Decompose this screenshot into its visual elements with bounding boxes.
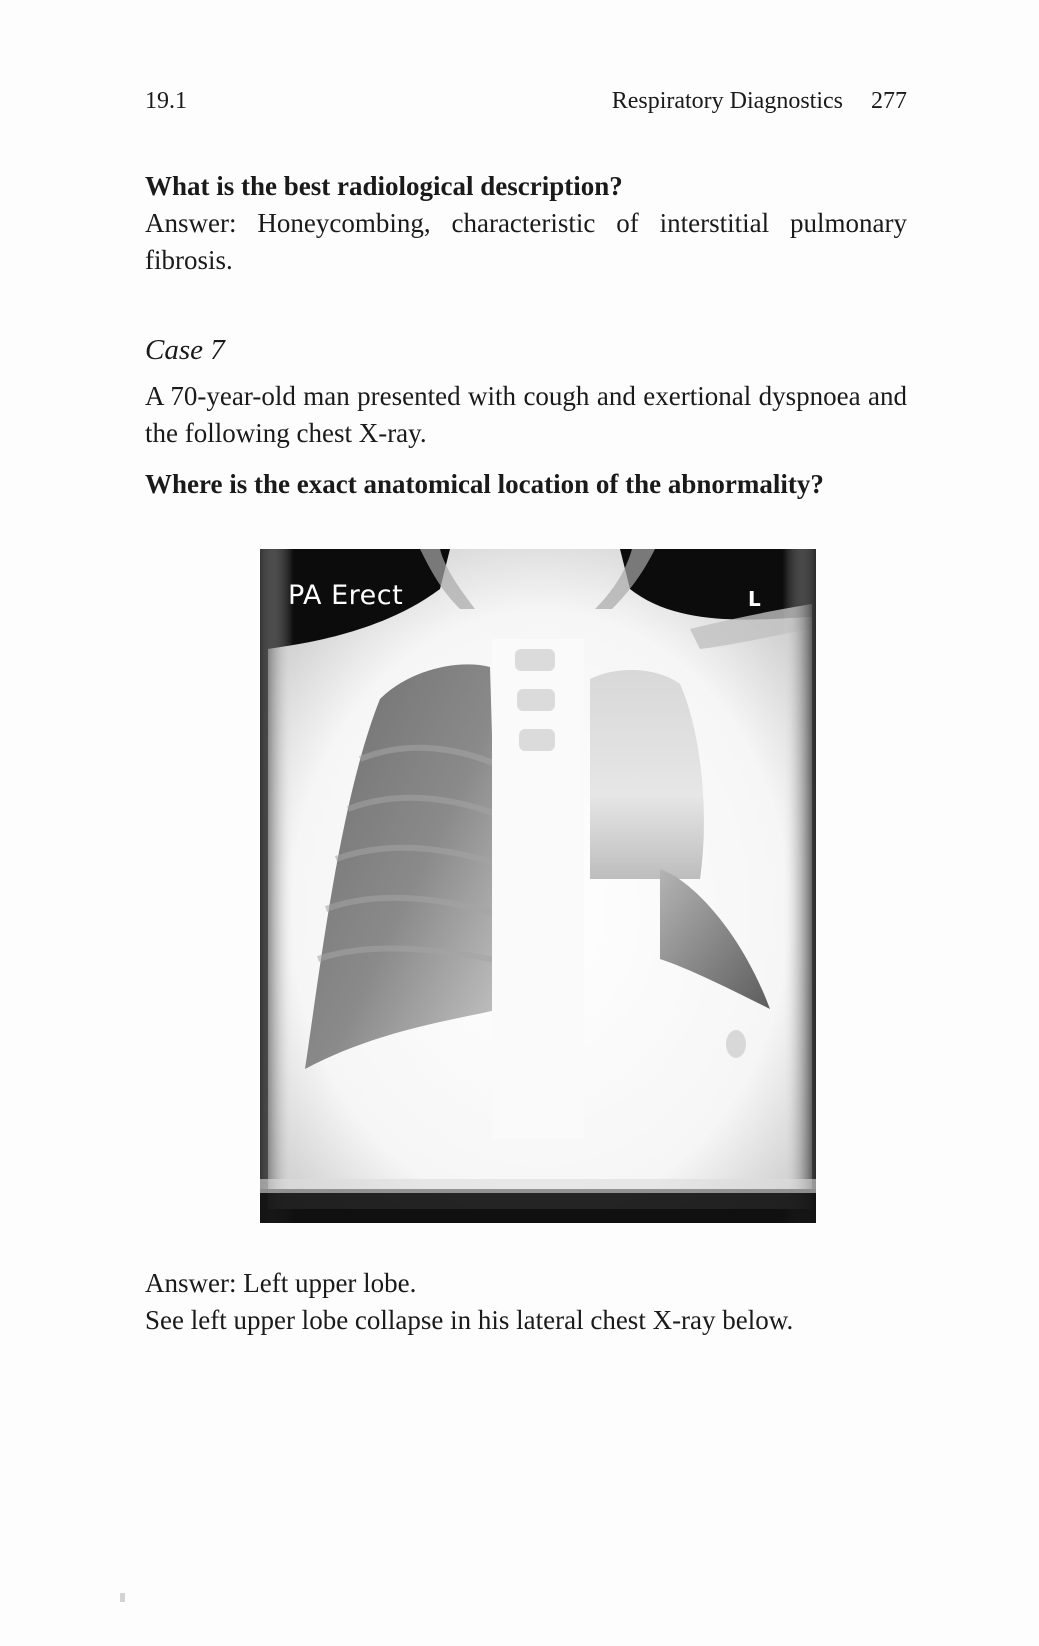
scan-artifact bbox=[120, 1593, 125, 1602]
xray-image bbox=[260, 549, 816, 1223]
page-number: 277 bbox=[871, 88, 907, 114]
chest-xray-figure bbox=[260, 549, 816, 1223]
chapter-title: Respiratory Diagnostics bbox=[611, 88, 843, 114]
answer-line: Answer: Left upper lobe. bbox=[145, 1268, 417, 1298]
previous-answer: Answer: Honeycombing, characteristic of interstitial pulmonary fibrosis. bbox=[145, 208, 907, 275]
section-number: 19.1 bbox=[145, 88, 187, 114]
case-question: Where is the exact anatomical location of the abnormality? bbox=[145, 469, 824, 499]
running-head bbox=[145, 88, 907, 124]
answer-block bbox=[145, 1265, 907, 1339]
case-presentation: A 70-year-old man presented with cough and exertional dyspnoea and the following chest X-ray. bbox=[145, 381, 907, 448]
xray-side-marker: L bbox=[748, 587, 761, 611]
xray-view-label: PA Erect bbox=[288, 580, 404, 611]
answer-followup: See left upper lobe collapse in his lateral chest X-ray below. bbox=[145, 1305, 794, 1335]
running-title bbox=[612, 88, 907, 115]
case-title: Case 7 bbox=[145, 334, 225, 366]
previous-case-block bbox=[145, 168, 907, 279]
previous-question: What is the best radiological description? bbox=[145, 171, 623, 201]
